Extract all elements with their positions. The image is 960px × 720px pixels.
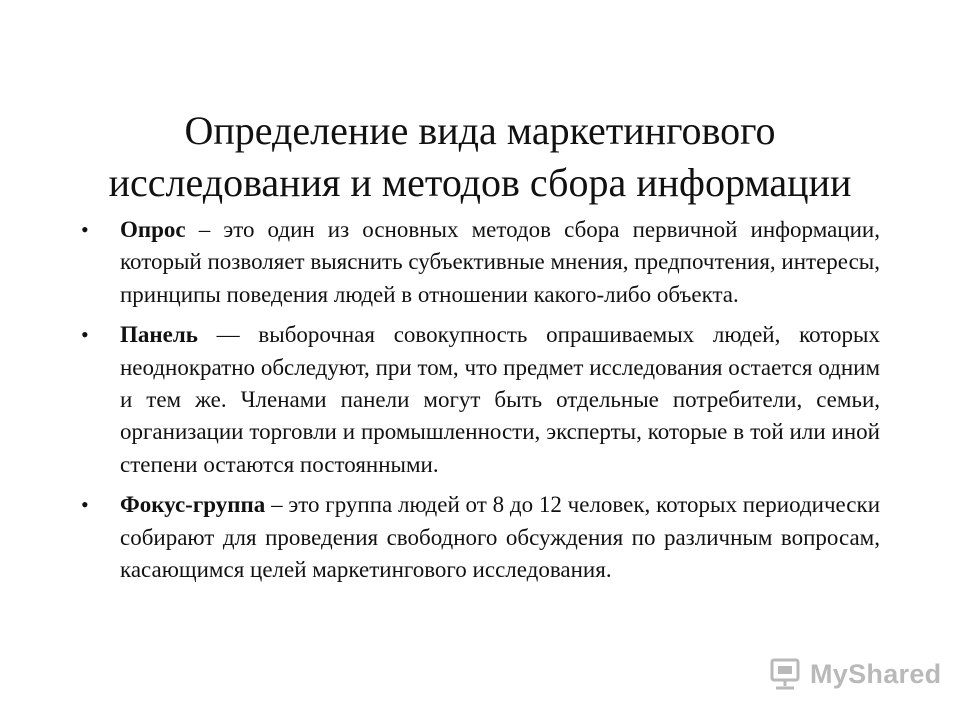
watermark-logo	[768, 654, 942, 694]
bullet-definition: – это группа людей от 8 до 12 человек, которых периодически собирают для проведения свободного обсуждения по различным вопросам, касающимся целей маркетингового исследования.	[120, 492, 880, 583]
bullet-definition: — выборочная совокупность опрашиваемых людей, которых неоднократно обследуют, при том, что предмет исследования остается одним и тем же. Членами панели могут быть отдельные потребители, семьи, организации торговли и промышленности, эксперты, которые в той или иной степени остаются постоянными.	[120, 322, 880, 477]
bullet-list	[80, 214, 880, 594]
slide-title-line-1: Определение вида маркетингового	[184, 107, 776, 153]
bullet-item-focus-group	[80, 489, 880, 586]
bullet-symbol: •	[81, 492, 89, 518]
presentation-board-icon	[768, 657, 802, 691]
bullet-term: Опрос	[120, 217, 186, 242]
bullet-item-survey	[80, 214, 880, 311]
bullet-term: Фокус-группа	[120, 492, 266, 518]
bullet-symbol: •	[81, 322, 89, 348]
bullet-term: Панель	[120, 322, 198, 348]
bullet-symbol: •	[81, 217, 89, 242]
slide-title-line-2: исследования и методов сбора информации	[108, 159, 852, 205]
watermark-text: MyShared	[810, 658, 942, 689]
bullet-item-panel	[80, 319, 880, 481]
bullet-definition: – это один из основных методов сбора первичной информации, который позволяет выяснить субъективные мнения, предпочтения, интересы, принципы поведения людей в отношении какого-либо объекта.	[120, 217, 880, 307]
slide-title	[60, 105, 900, 209]
